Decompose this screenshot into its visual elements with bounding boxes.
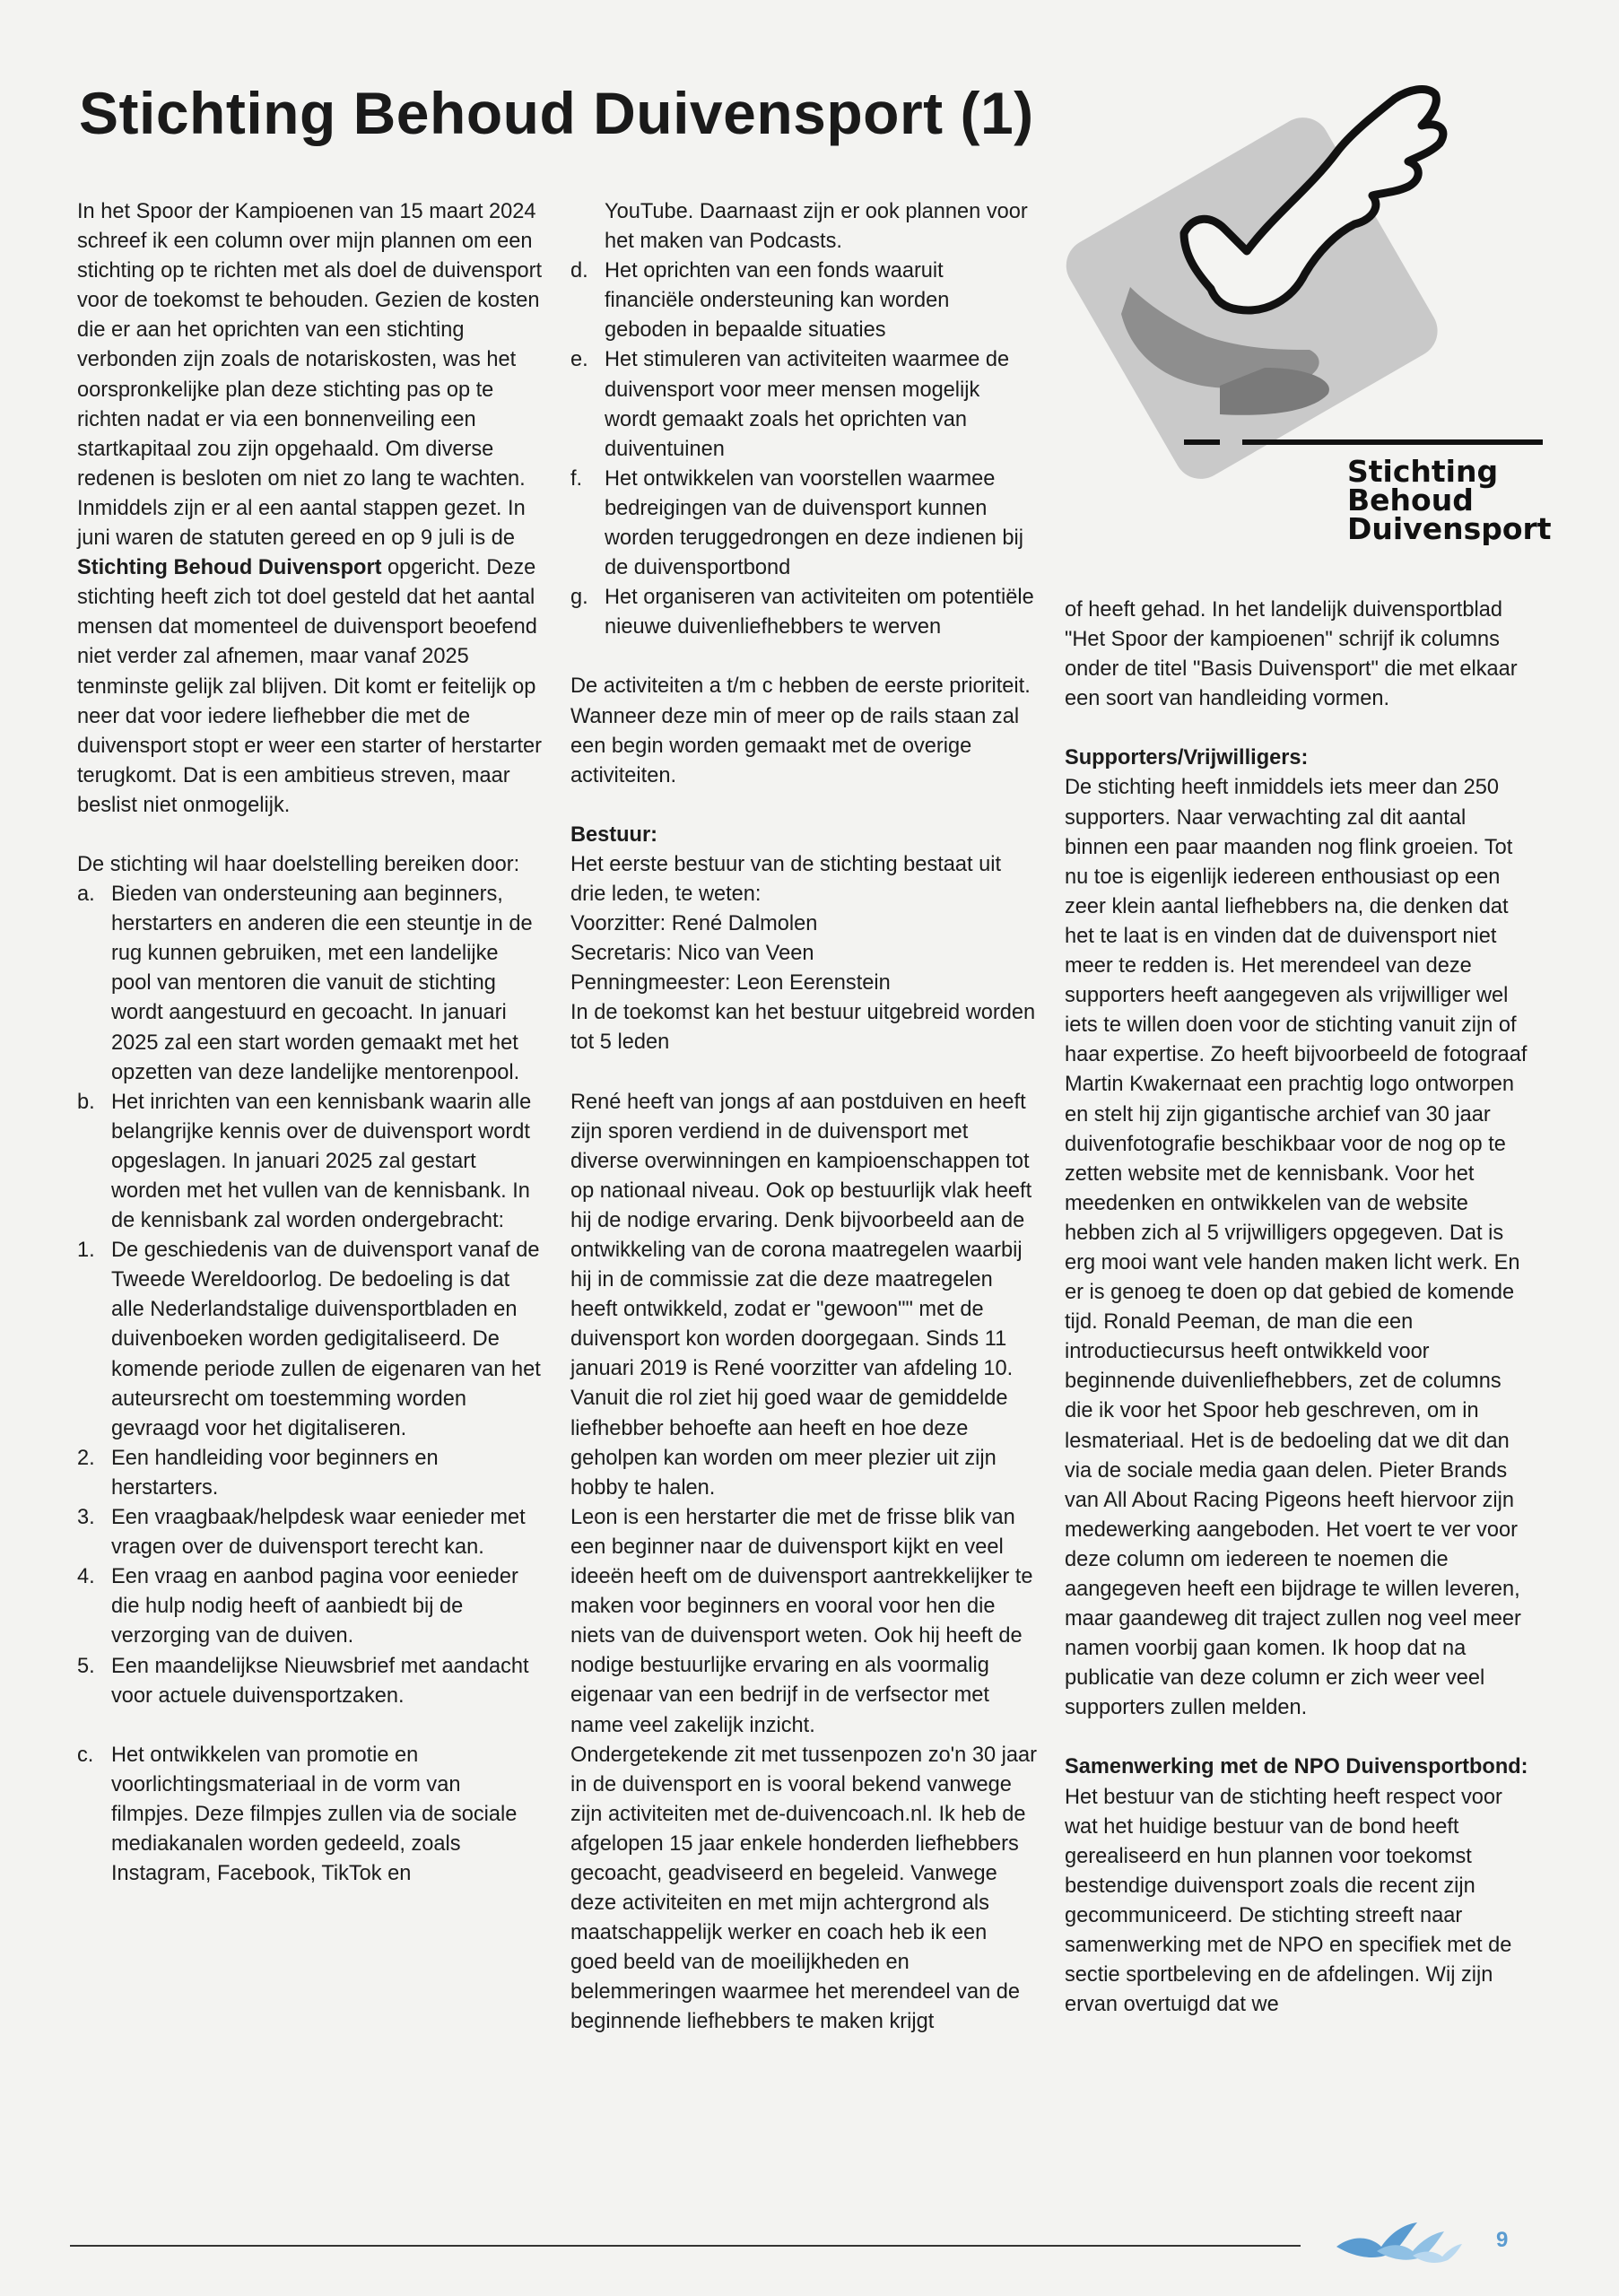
- list-item-3: 3. Een vraagbaak/helpdesk waar eenieder met vragen over de duivensport terecht kan.: [77, 1506, 526, 1560]
- list-item-a: a. Bieden van ondersteuning aan beginners, herstarters en anderen die een steuntje in de rug kunnen gebruiken, met een landelijke pool van mentoren die vanuit de stichting wordt aangestuurd en gecoacht. In januari 2025 zal een start worden gemaakt met het opzetten van deze landelijke mentorenpool.: [77, 883, 533, 1084]
- list-item-b: b. Het inrichten van een kennisbank waarin alle belangrijke kennis over de duivensport wordt opgeslagen. In januari 2025 zal gestart worden met het vullen van de kennisbank. In de kennisbank zal worden ondergebracht:: [77, 1090, 532, 1233]
- bestuur-intro: Het eerste bestuur van de stichting bestaat uit drie leden, te weten:: [570, 852, 1002, 906]
- list-item-4: 4. Een vraag en aanbod pagina voor eenieder die hulp nodig heeft of aanbiedt bij de verzorging van de duiven.: [77, 1565, 518, 1648]
- page-number: 9: [1496, 2228, 1509, 2252]
- bestuur-penningmeester: Penningmeester: Leon Eerenstein: [570, 971, 891, 996]
- column-2: [570, 197, 1037, 2038]
- list-item-1: 1. De geschiedenis van de duivensport vanaf de Tweede Wereldoorlog. De bedoeling is dat alle Nederlandstalige duivensportbladen en duivenboeken worden gedigitaliseerd. De komende periode zullen de eigenaren van het auteursrecht om toestemming worden gevraagd voor het digitaliseren.: [77, 1239, 541, 1440]
- footer-divider: [70, 2245, 1301, 2247]
- intro-paragraph: In het Spoor der Kampioenen van 15 maart 2024 schreef ik een column over mijn plannen om een stichting op te richten met als doel de duivensport voor de toekomst te behouden. Gezien de kosten die er aan het oprichten van een stichting verbonden zijn zoals de notariskosten, was het oorspronkelijke plan deze stichting pas op te richten nadat er via een bonnenveiling een startkapitaal zou zijn opgehaald. Om diverse redenen is besloten om niet zo lang te wachten. Inmiddels zijn er al een aantal stappen gezet. In juni waren de statuten gereed en op 9 juli is de Stichting Behoud Duivensport opgericht. Deze stichting heeft zich tot doel gesteld dat het aantal mensen dat momenteel de duivensport beoefend niet verder zal afnemen, maar vanaf 2025 tenminste gelijk zal blijven. Dit komt er feitelijk op neer dat voor iedere liefhebber die met de duivensport stopt er weer een starter of herstarter terugkomt. Dat is een ambitieus streven, maar beslist niet onmogelijk.: [77, 200, 543, 817]
- foundation-name: Stichting Behoud Duivensport: [77, 556, 382, 580]
- pigeons-icon: [1327, 2215, 1462, 2269]
- author-paragraph: Ondergetekende zit met tussenpozen zo'n 30 jaar in de duivensport en is vooral bekend vanwege zijn activiteiten met de-duivencoach.nl. Ik heb de afgelopen 15 jaar enkele honderden liefhebbers gecoacht, geadviseerd en begeleid. Vanwege deze activiteiten en met mijn achtergrond als maatschappelijk werker en coach heb ik een goed beeld van de moeilijkheden en belemmeringen waarmee het merendeel van de beginnende liefhebbers te maken krijgt: [570, 1743, 1037, 2034]
- samenwerking-paragraph: Het bestuur van de stichting heeft respect voor wat het huidige bestuur van de bond heeft gerealiseerd en hun plannen voor toekomst bestendige duivensport zoals die recent zijn gecommuniceerd. De stichting streeft naar samenwerking met de NPO en specifiek met de sectie sportbeleving en de afdelingen. Wij zijn ervan overtuigd dat we: [1065, 1785, 1512, 2017]
- heading-samenwerking: Samenwerking met de NPO Duivensportbond:: [1065, 1755, 1528, 1779]
- priority-paragraph: De activiteiten a t/m c hebben de eerste prioriteit. Wanneer deze min of meer op de rails staan zal een begin worden gemaakt met de overige activiteiten.: [570, 674, 1031, 787]
- leon-paragraph: Leon is een herstarter die met de frisse blik van een beginner naar de duivensport kijkt en veel ideeën heeft om de duivensport aantrekkelijker te maken voor beginners en vooral voor hen die niets van de duivensport weten. Ook hij heeft de nodige bestuurlijke ervaring en als voormalig eigenaar van een bedrijf in de verfsector met name veel zakelijk inzicht.: [570, 1505, 1033, 1737]
- supporters-paragraph: De stichting heeft inmiddels iets meer dan 250 supporters. Naar verwachting zal dit aantal binnen een paar maanden nog flink groeien. Tot nu toe is eigenlijk iedereen enthousiast op een zeer klein aantal liefhebbers na, die denken dat het te laat is en vinden dat de duivensport niet meer te redden is. Het merendeel van deze supporters heeft aangegeven als vrijwilliger wel iets te willen doen voor de stichting vanuit zijn of haar expertise. Zo heeft bijvoorbeeld de fotograaf Martin Kwakernaat een prachtig logo ontworpen en stelt hij zijn gigantische archief van 30 jaar duivenfotografie beschikbaar voor de nog op te zetten website met de kennisbank. Voor het meedenken en ontwikkelen van de website hebben zich al 5 vrijwilligers opgegeven. Dat is erg mooi want vele handen maken licht werk. En er is genoeg te doen op dat gebied de komende tijd. Ronald Peeman, de man die een introductiecursus heeft ontwikkeld voor beginnende duivenliefhebbers, zet de columns die ik voor het Spoor heb geschreven, om in lesmateriaal. Het is de bedoeling dat we dit dan via de sociale media gaan delen. Pieter Brands van All About Racing Pigeons heeft hiervoor zijn medewerking aangeboden. Het voert te ver voor deze column om iedereen te noemen die aangegeven heeft een bijdrage te willen leveren, maar gaandeweg dit traject zullen nog veel meer namen voorbij gaan komen. Ik hoop dat na publicatie van deze column er zich weer veel supporters zullen melden.: [1065, 776, 1528, 1720]
- list-item-5: 5. Een maandelijkse Nieuwsbrief met aandacht voor actuele duivensportzaken.: [77, 1654, 529, 1708]
- bestuur-voorzitter: Voorzitter: René Dalmolen: [570, 912, 818, 936]
- list-item-g: g. Het organiseren van activiteiten om potentiële nieuwe duivenliefhebbers te werven: [570, 586, 1034, 639]
- rene-paragraph: René heeft van jongs af aan postduiven en heeft zijn sporen verdiend in de duivensport met diverse overwinningen en kampioenschappen tot op nationaal niveau. Ook op bestuurlijk vlak heeft hij de nodige ervaring. Denk bijvoorbeeld aan de ontwikkeling van de corona maatregelen waarbij hij in de commissie zat die deze maatregelen heeft ontwikkeld, zodat er "gewoon"" met de duivensport kon worden doorgegaan. Sinds 11 januari 2019 is René voorzitter van afdeling 10. Vanuit die rol ziet hij goed waar de gemiddelde liefhebber behoefte aan heeft en hoe deze geholpen kan worden om meer plezier uit zijn hobby te halen.: [570, 1090, 1032, 1500]
- list-item-f: f. Het ontwikkelen van voorstellen waarmee bedreigingen van de duivensport kunnen worden teruggedrongen en deze indienen bij de duivensportbond: [570, 466, 1023, 580]
- list-item-c: c. Het ontwikkelen van promotie en voorlichtingsmateriaal in de vorm van filmpjes. Deze filmpjes zullen via de sociale mediakanalen worden gedeeld, zoals Instagram, Facebook, TikTok en: [77, 1743, 518, 1886]
- author-paragraph-continued: of heeft gehad. In het landelijk duivensportblad "Het Spoor der kampioenen" schrijf ik columns onder de titel "Basis Duivensport" die met elkaar een soort van handleiding vormen.: [1065, 598, 1518, 711]
- bestuur-secretaris: Secretaris: Nico van Veen: [570, 942, 814, 966]
- list-item-d: d. Het oprichten van een fonds waaruit financiële ondersteuning kan worden geboden in bepaalde situaties: [570, 259, 950, 343]
- logo-wordmark: [1347, 454, 1552, 546]
- list-item-e: e. Het stimuleren van activiteiten waarmee de duivensport voor meer mensen mogelijk wordt gemaakt zoals het oprichten van duiventuinen: [570, 348, 1010, 461]
- goals-intro: De stichting wil haar doelstelling bereiken door:: [77, 852, 520, 876]
- heading-supporters: Supporters/Vrijwilligers:: [1065, 746, 1309, 770]
- page-title: Stichting Behoud Duivensport (1): [79, 80, 1034, 146]
- bestuur-uitbreiding: In de toekomst kan het bestuur uitgebreid worden tot 5 leden: [570, 1001, 1036, 1055]
- list-item-2: 2. Een handleiding voor beginners en herstarters.: [77, 1446, 439, 1500]
- list-item-c-continued: YouTube. Daarnaast zijn er ook plannen voor het maken van Podcasts.: [605, 200, 1028, 254]
- logo-line-3: Duivensport: [1347, 511, 1552, 546]
- heading-bestuur: Bestuur:: [570, 822, 658, 847]
- column-3: [1065, 596, 1531, 2020]
- logo-line-2: Behoud: [1347, 483, 1474, 517]
- logo-line-1: Stichting: [1347, 454, 1499, 489]
- column-1: [77, 197, 544, 1889]
